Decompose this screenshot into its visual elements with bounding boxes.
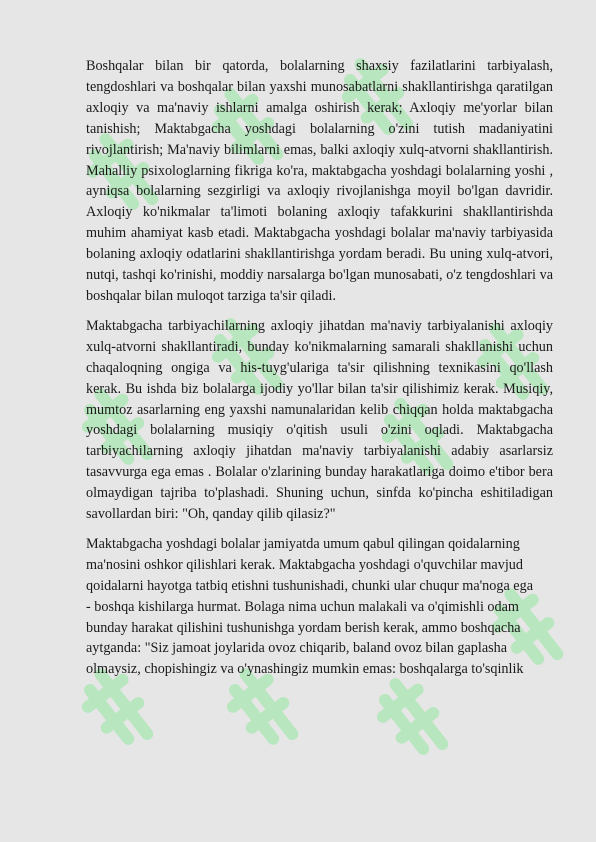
paragraph-1: Boshqalar bilan bir qatorda, bolalarning shaxsiy fazilatlarini tarbiyalash, tengdoshlari va boshqalar bilan yaxshi munosabatlarni shakllantirishga qaratilgan axloqiy va ma'naviy ishlarni amalga oshirish kerak; Axloqiy me'yorlar bilan tanishish; Maktabgacha yoshdagi bolalarning o'zini tutish madaniyatini rivojlantirish; Ma'naviy bilimlarni emas, balki axloqiy xulq-atvorni shakllantirish. Mahalliy psixologlarning fikriga ko'ra, maktabgacha yoshdagi bolalarning yoshi , ayniqsa bolalarning sezgirligi va axloqiy rivojlanishga moyil bo'lgan davridir. Axloqiy ko'nikmalar ta'limoti bolaning axloqiy tafakkurini shakllantirishda muhim ahamiyat kasb etadi. Maktabgacha yoshdagi bolalar ma'naviy tarbiyasida bolaning axloqiy odatlarini shakllantirishga yordam beradi. Bu uning xulq-atvori, nutqi, tashqi ko'rinishi, moddiy narsalarga bo'lgan munosabati, o'z tengdoshlari va boshqalar bilan muloqot tarziga ta'sir qiladi. xyxy=(86,58,553,304)
document-body xyxy=(86,56,553,689)
paragraph-2: Maktabgacha tarbiyachilarning axloqiy jihatdan ma'naviy tarbiyalanishi axloqiy xulq-atvorni shakllantiradi, bunday ko'nikmalarning samarali shakllanishi uchun chaqaloqning ongiga va his-tuyg'ulariga ta'sir qilishning texnikasini qo'llash kerak. Bu ishda biz bolalarga ijodiy yo'llar bilan ta'sir qilishimiz kerak. Musiqiy, mumtoz asarlarning eng yaxshi namunalaridan kelib chiqqan holda maktabgacha yoshdagi bolalarning musiqiy o'qitish usuli o'zini oqladi. Maktabgacha tarbiyachilarning axloqiy jihatdan ma'naviy tarbiyalanishi adabiy asarlarsiz tasavvurga ega emas . Bolalar o'zlarining bunday harakatlariga doimo e'tibor bera olmaydigan tajriba to'plashadi. Shuning uchun, sinfda ko'pincha eshitiladigan savollardan biri: "Oh, qanday qilib qilasiz?" xyxy=(86,317,553,523)
paragraph-3: Maktabgacha yoshdagi bolalar jamiyatda umum qabul qilingan qoidalarning ma'nosini oshkor qilishlari kerak. Maktabgacha yoshdagi o'quvchilar mavjud qoidalarni hayotga tatbiq etishni tushunishadi, chunki ular chuqur ma'noga ega - boshqa kishilarga hurmat. Bolaga nima uchun malakali va o'qimishli odam bunday harakat qilishini tushunishga yordam berish kerak, ammo boshqacha aytganda: "Siz jamoat joylarida ovoz chiqarib, baland ovoz bilan gaplasha olmaysiz, chopishingiz va o'ynashingiz mumkin emas: boshqalarga to'sqinlik xyxy=(86,535,533,678)
